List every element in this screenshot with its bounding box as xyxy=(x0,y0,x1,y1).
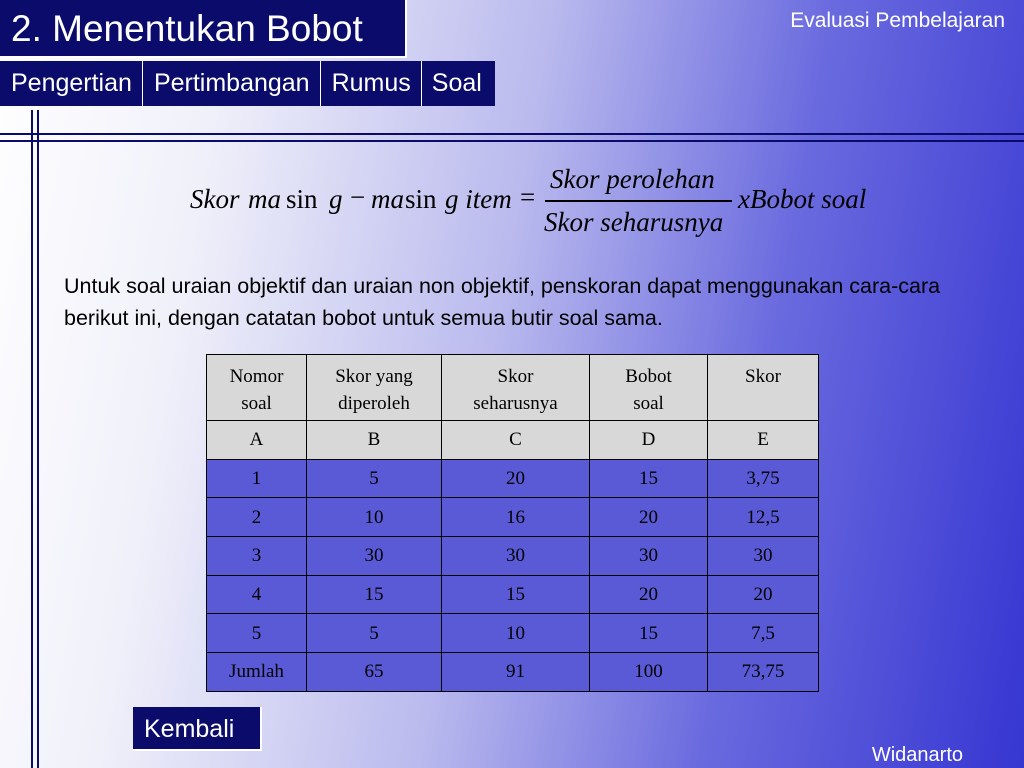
slide-title: 2. Menentukan Bobot xyxy=(0,0,407,58)
letter-cell: E xyxy=(708,421,819,460)
table-cell: 30 xyxy=(307,537,442,576)
table-cell: 3 xyxy=(207,537,307,576)
table-cell: 10 xyxy=(307,498,442,537)
table-cell: 15 xyxy=(442,575,590,614)
header-cell: Nomor soal xyxy=(207,355,307,421)
table-cell: 30 xyxy=(708,537,819,576)
letter-cell: A xyxy=(207,421,307,460)
table-cell: 65 xyxy=(307,653,442,692)
letter-cell: B xyxy=(307,421,442,460)
header-cell: Bobot soal xyxy=(590,355,708,421)
formula-term: sin xyxy=(405,184,437,214)
formula-term: g item xyxy=(445,184,512,214)
formula-term: sin xyxy=(286,184,318,214)
table-row xyxy=(207,537,819,576)
table-cell: 5 xyxy=(307,614,442,653)
table-row xyxy=(207,459,819,498)
table-cell: 15 xyxy=(590,614,708,653)
instruction-paragraph: Untuk soal uraian objektif dan uraian non objektif, penskoran dapat menggunakan cara-cara berikut ini, dengan catatan bobot untuk semua butir soal sama. xyxy=(64,274,941,330)
table-cell: 4 xyxy=(207,575,307,614)
section-nav xyxy=(0,61,495,106)
vertical-line-left xyxy=(31,110,33,768)
header-cell: Skor yang diperoleh xyxy=(307,355,442,421)
tab-rumus[interactable]: Rumus xyxy=(321,61,422,106)
table-letter-row xyxy=(207,421,819,460)
formula-equals: = xyxy=(520,182,536,212)
table-cell: 10 xyxy=(442,614,590,653)
table-cell: 30 xyxy=(442,537,590,576)
formula-term: g xyxy=(329,184,343,214)
table-cell: 20 xyxy=(708,575,819,614)
table-cell: 1 xyxy=(207,459,307,498)
header-cell: Skor seharusnya xyxy=(442,355,590,421)
table-cell: 5 xyxy=(207,614,307,653)
author-name: Widanarto xyxy=(871,744,963,766)
formula-denominator: Skor seharusnya xyxy=(544,207,724,237)
table-cell: 7,5 xyxy=(708,614,819,653)
formula-numerator: Skor perolehan xyxy=(550,164,715,194)
table-cell: 91 xyxy=(442,653,590,692)
table-cell: 2 xyxy=(207,498,307,537)
table-cell: 20 xyxy=(442,459,590,498)
letter-cell: C xyxy=(442,421,590,460)
table-cell: 20 xyxy=(590,498,708,537)
table-header-row xyxy=(207,355,819,421)
score-table xyxy=(206,354,819,692)
divider-line-bottom xyxy=(0,140,1024,142)
table-cell: 100 xyxy=(590,653,708,692)
table-cell: 3,75 xyxy=(708,459,819,498)
table-row xyxy=(207,498,819,537)
formula-term: ma xyxy=(371,184,404,214)
formula-minus: − xyxy=(350,182,366,212)
formula-term: Skor xyxy=(190,184,240,214)
header-cell: Skor xyxy=(708,355,819,421)
divider-line-top xyxy=(0,133,1024,135)
tab-pertimbangan[interactable]: Pertimbangan xyxy=(143,61,321,106)
table-cell: 15 xyxy=(590,459,708,498)
course-title: Evaluasi Pembelajaran xyxy=(790,9,1005,32)
table-cell: 30 xyxy=(590,537,708,576)
table-total-row xyxy=(207,653,819,692)
table-cell: 12,5 xyxy=(708,498,819,537)
table-row xyxy=(207,614,819,653)
tab-pengertian[interactable]: Pengertian xyxy=(0,61,143,106)
table-cell: 16 xyxy=(442,498,590,537)
table-cell: 5 xyxy=(307,459,442,498)
table-cell: 20 xyxy=(590,575,708,614)
table-cell: 73,75 xyxy=(708,653,819,692)
formula-term: ma xyxy=(248,184,281,214)
tab-soal[interactable]: Soal xyxy=(422,61,495,106)
letter-cell: D xyxy=(590,421,708,460)
fraction-bar xyxy=(545,200,732,202)
table-cell: Jumlah xyxy=(207,653,307,692)
formula-term: xBobot soal xyxy=(738,184,867,214)
back-button[interactable]: Kembali xyxy=(133,707,262,751)
table-row xyxy=(207,575,819,614)
table-cell: 15 xyxy=(307,575,442,614)
scoring-formula xyxy=(190,162,890,242)
vertical-line-right xyxy=(37,110,39,768)
